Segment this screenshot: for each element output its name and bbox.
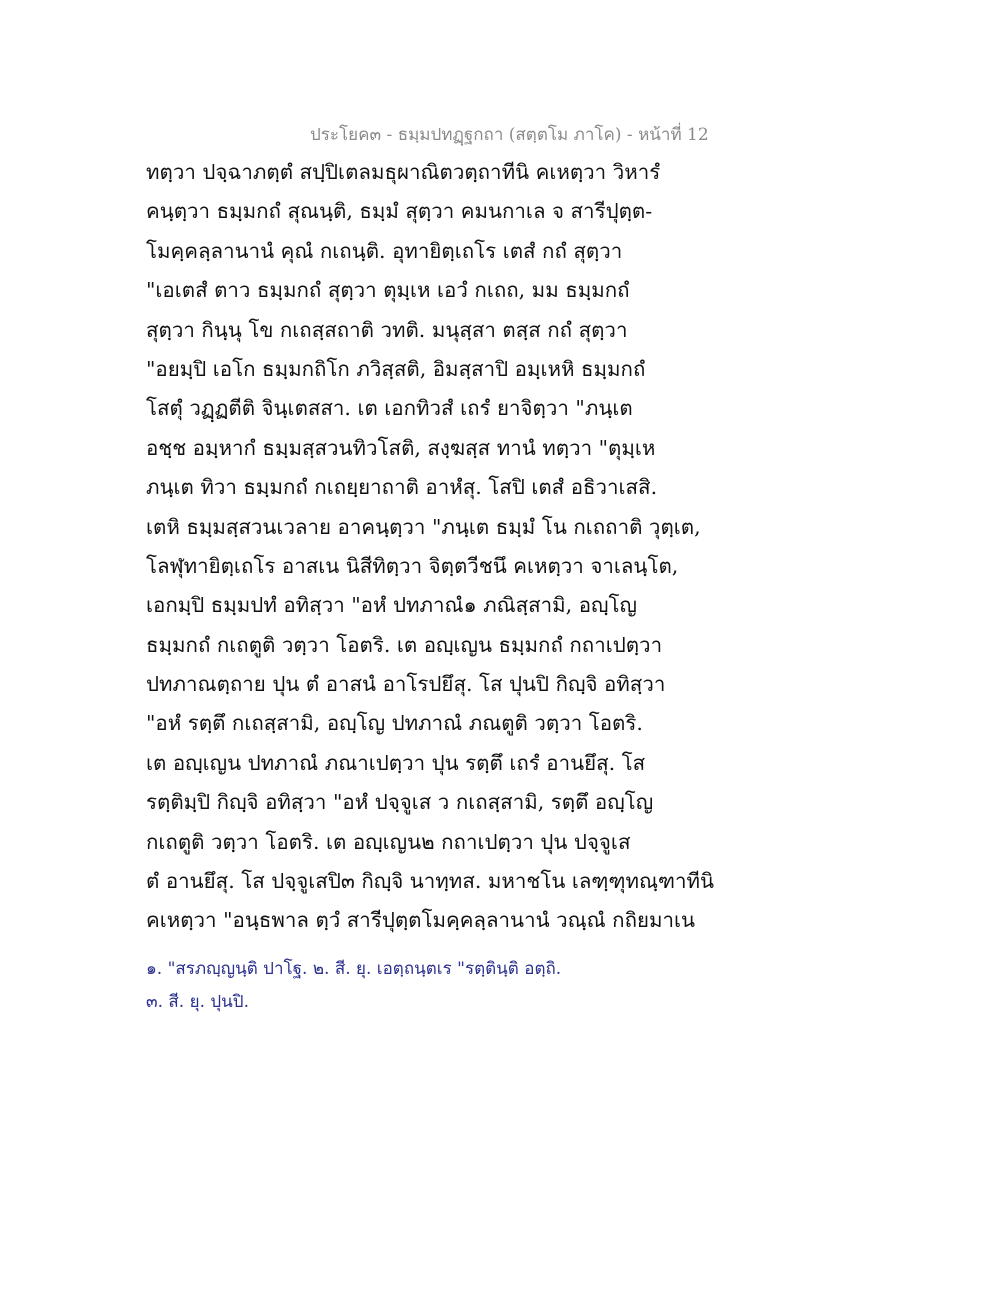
text-line: "เอเตสํ ตาว ธมฺมกถํ สุตฺวา ตุมฺเห เอวํ กเถถ, มม ธมฺมกถํ bbox=[146, 278, 630, 303]
body-text bbox=[146, 156, 715, 944]
footnotes bbox=[146, 954, 686, 1020]
text-line: ทตฺวา ปจฺฉาภตฺตํ สปฺปิเตลมธุผาณิตวตฺถาทีนิ คเหตฺวา วิหารํ bbox=[146, 160, 661, 184]
text-line: รตฺติมฺปิ กิญฺจิ อทิสฺวา "อหํ ปจฺจูเส ว กเถสฺสามิ, รตฺตึ อญฺโญ bbox=[146, 790, 654, 815]
text-line: เต อญฺเญน ปทภาณํ ภณาเปตฺวา ปุน รตฺตึ เถรํ อานยึสุ. โส bbox=[146, 750, 646, 775]
text-line: คนฺตฺวา ธมฺมกถํ สุณนฺติ, ธมฺมํ สุตฺวา คมนกาเล จ สารีปุตฺต- bbox=[146, 199, 653, 224]
footnote-line: ๑. "สรภญฺญนฺติ ปาโฐ. ๒. สี. ยุ. เอตฺถนฺตเร "รตฺตินฺติ อตฺถิ. bbox=[146, 959, 562, 979]
text-line: อชฺช อมฺหากํ ธมฺมสฺสวนทิวโสติ, สงฺฆสฺส ทานํ ทตฺวา "ตุมฺเห bbox=[146, 435, 656, 460]
text-line: โสตุํ วฏฺฏตีติ จินฺเตสสา. เต เอกทิวสํ เถรํ ยาจิตฺวา "ภนฺเต bbox=[146, 396, 633, 421]
text-line: สุตฺวา กินฺนุ โข กเถสฺสถาติ วทติ. มนุสฺสา ตสฺส กถํ สุตฺวา bbox=[146, 317, 628, 342]
text-line: ภนฺเต ทิวา ธมฺมกถํ กเถยฺยาถาติ อาหํสุ. โสปิ เตสํ อธิวาเสสิ. bbox=[146, 475, 658, 500]
footnote-line: ๓. สี. ยุ. ปุนปิ. bbox=[146, 992, 249, 1012]
text-line: ธมฺมกถํ กเถตูติ วตฺวา โอตริ. เต อญฺเญน ธมฺมกถํ กถาเปตฺวา bbox=[146, 632, 663, 657]
text-line: ปทภาณตฺถาย ปุน ตํ อาสนํ อาโรปยึสุ. โส ปุนปิ กิญฺจิ อทิสฺวา bbox=[146, 672, 666, 697]
running-header: ประโยค๓ - ธมฺมปทฏฺฐกถา (สตฺตโม ภาโค) - หน้าที่ 12 bbox=[310, 125, 709, 145]
text-line: ตํ อานยึสุ. โส ปจฺจูเสปิ๓ กิญฺจิ นาทฺทส. มหาชโน เลฑฺฑุทณฺฑาทีนิ bbox=[146, 869, 715, 894]
text-line: เตหิ ธมฺมสฺสวนเวลาย อาคนฺตฺวา "ภนฺเต ธมฺมํ โน กเถถาติ วุตฺเต, bbox=[146, 514, 701, 539]
text-line: "อหํ รตฺตึ กเถสฺสามิ, อญฺโญ ปทภาณํ ภณตูติ วตฺวา โอตริ. bbox=[146, 711, 643, 736]
text-line: คเหตฺวา "อนฺธพาล ตฺวํ สารีปุตฺตโมคฺคลฺลานานํ วณฺณํ กถิยมาเน bbox=[146, 908, 696, 933]
text-line: โลฬุทายิตฺเถโร อาสเน นิสีทิตฺวา จิตฺตวีชนึ คเหตฺวา จาเลนฺโต, bbox=[146, 553, 679, 578]
text-line: กเถตูติ วตฺวา โอตริ. เต อญฺเญน๒ กถาเปตฺวา ปุน ปจฺจูเส bbox=[146, 829, 631, 854]
text-line: โมคฺคลฺลานานํ คุณํ กเถนฺติ. อุทายิตฺเถโร เตสํ กถํ สุตฺวา bbox=[146, 238, 623, 263]
text-line: เอกมฺปิ ธมฺมปทํ อทิสฺวา "อหํ ปทภาณํ๑ ภณิสฺสามิ, อญฺโญ bbox=[146, 593, 637, 618]
text-line: "อยมฺปิ เอโก ธมฺมกถิโก ภวิสฺสติ, อิมสฺสาปิ อมฺเหหิ ธมฺมกถํ bbox=[146, 356, 646, 381]
